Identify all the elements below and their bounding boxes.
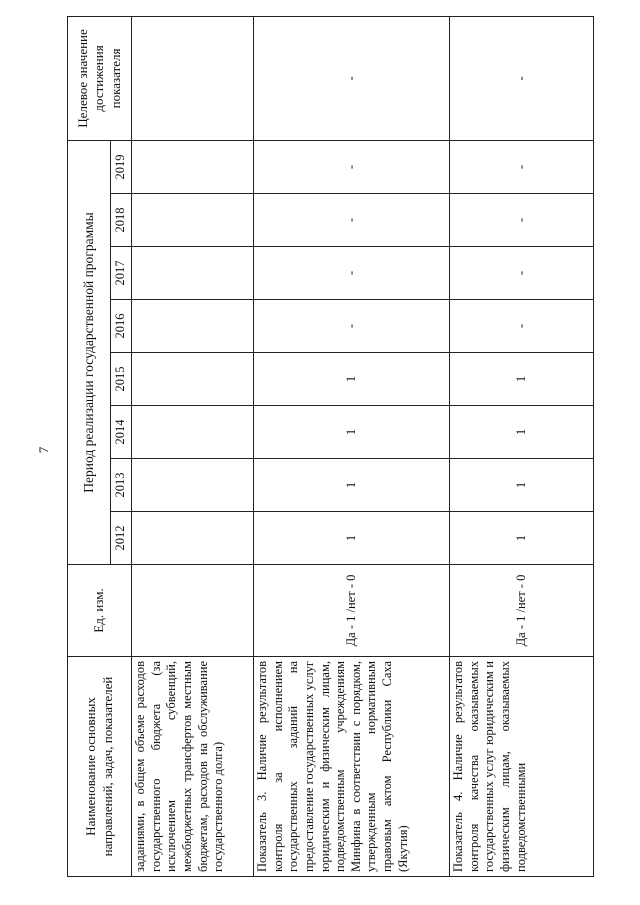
- row-value: 1: [254, 459, 450, 512]
- row-unit: [132, 565, 254, 657]
- row-value: [132, 512, 254, 565]
- header-name: Наименование основных направлений, задач, показателей: [68, 657, 132, 877]
- row-value: -: [450, 194, 594, 247]
- row-value: 1: [450, 353, 594, 406]
- row-value: [132, 353, 254, 406]
- header-period: Период реализации государственной программы: [68, 140, 111, 564]
- row-value: -: [450, 300, 594, 353]
- row-value: -: [254, 247, 450, 300]
- header-year: 2012: [111, 512, 132, 565]
- row-description: заданиями, в общем объеме расходов государственного бюджета (за исключением субвенций, межбюджетных трансфертов местным бюджетам, расходов на обслуживание государственного долга): [132, 657, 254, 877]
- row-value: 1: [450, 406, 594, 459]
- header-row-period: [68, 16, 111, 876]
- row-unit: Да - 1 /нет - 0: [254, 565, 450, 657]
- header-year: 2015: [111, 353, 132, 406]
- row-value: [132, 406, 254, 459]
- header-year: 2019: [111, 140, 132, 193]
- row-value: 1: [254, 512, 450, 565]
- row-target: [132, 16, 254, 140]
- table-row: [450, 16, 594, 876]
- row-value: -: [450, 247, 594, 300]
- row-value: [132, 194, 254, 247]
- header-year: 2013: [111, 459, 132, 512]
- table-rotated-container: [67, 17, 587, 877]
- row-target: -: [254, 16, 450, 140]
- header-unit: Ед. изм.: [68, 565, 132, 657]
- row-value: 1: [450, 512, 594, 565]
- row-value: 1: [450, 459, 594, 512]
- header-year: 2017: [111, 247, 132, 300]
- table-row: [254, 16, 450, 876]
- header-target: Целевое значение достижения показателя: [68, 16, 132, 140]
- table-row: [132, 16, 254, 876]
- row-description: Показатель 4. Наличие результатов контроля качества оказываемых государственных услуг юридическим и физическим лицам, оказываемых подведомственными: [450, 657, 594, 877]
- row-value: -: [254, 140, 450, 193]
- row-value: 1: [254, 406, 450, 459]
- row-value: [132, 247, 254, 300]
- row-value: [132, 459, 254, 512]
- page-number: 7: [36, 446, 51, 454]
- row-value: [132, 300, 254, 353]
- row-value: 1: [254, 353, 450, 406]
- row-value: [132, 140, 254, 193]
- row-unit: Да - 1 /нет - 0: [450, 565, 594, 657]
- row-target: -: [450, 16, 594, 140]
- header-year: 2014: [111, 406, 132, 459]
- program-indicators-table: [67, 16, 594, 877]
- row-description: Показатель 3. Наличие результатов контроля за исполнением государственных заданий на предоставление государственных услуг юридическим и физическим лицам, подведомственным учреждениям Минфина в соответствии с порядком, утвержденным нормативным правовым актом Республики Саха (Якутия): [254, 657, 450, 877]
- row-value: -: [254, 300, 450, 353]
- header-year: 2016: [111, 300, 132, 353]
- row-value: -: [450, 140, 594, 193]
- row-value: -: [254, 194, 450, 247]
- header-year: 2018: [111, 194, 132, 247]
